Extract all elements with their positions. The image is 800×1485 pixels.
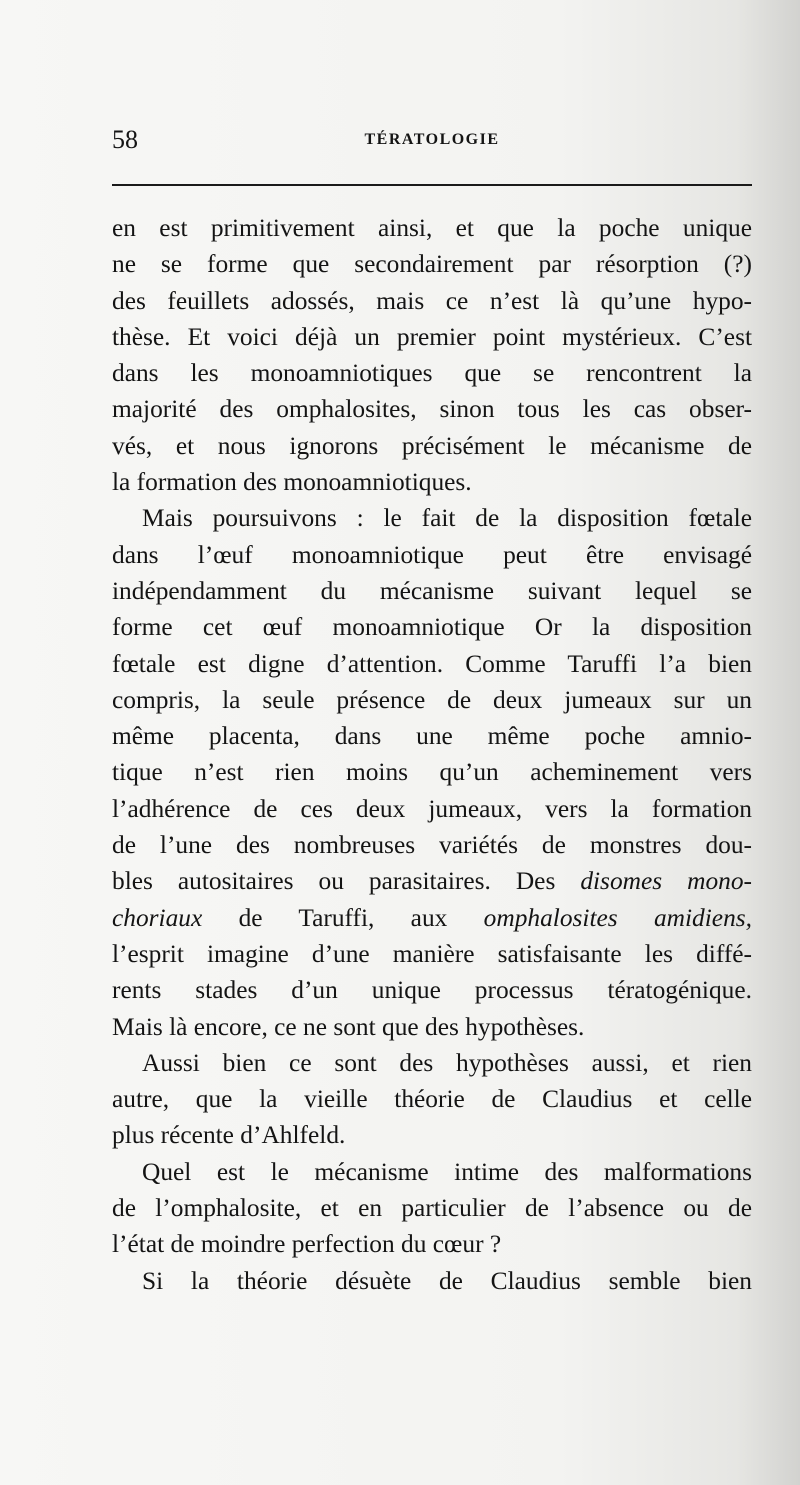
text-line: rents stades d’un unique processus tératogénique. [112, 976, 752, 1005]
text-line: Mais poursuivons : le fait de la disposition fœtale [142, 504, 752, 533]
text-line: dans l’œuf monoamniotique peut être envisagé [112, 540, 752, 569]
text-line: des feuillets adossés, mais ce n’est là qu’une hypo- [112, 286, 752, 315]
text-line: la formation des monoamniotiques. [112, 468, 472, 497]
text-line: de l’une des nombreuses variétés de monstres dou- [112, 831, 752, 860]
text-line [112, 900, 752, 936]
text-line: l’état de moindre perfection du cœur ? [112, 1230, 502, 1259]
text-line: compris, la seule présence de deux jumeaux sur un [112, 685, 752, 714]
text-line: thèse. Et voici déjà un premier point mystérieux. C’est [112, 322, 752, 351]
text-line: dans les monoamniotiques que se rencontrent la [112, 359, 752, 388]
italic-term: disomes mono- [580, 867, 752, 896]
text-line: tique n’est rien moins qu’un acheminement vers [112, 758, 752, 787]
body-text [112, 210, 752, 1299]
text-line: en est primitivement ainsi, et que la poche unique [112, 214, 752, 242]
text-line: indépendamment du mécanisme suivant lequel se [112, 576, 752, 605]
text-line: plus récente d’Ahlfeld. [112, 1121, 346, 1150]
text-line: Si la théorie désuète de Claudius semble bien [142, 1266, 752, 1295]
text-line: de l’omphalosite, et en particulier de l’absence ou de [112, 1194, 752, 1223]
page-header [112, 122, 752, 162]
text-line: l’adhérence de ces deux jumeaux, vers la formation [112, 794, 752, 823]
text-run: de Taruffi, aux [202, 903, 484, 932]
text-line: Quel est le mécanisme intime des malformations [142, 1157, 752, 1186]
text-line: majorité des omphalosites, sinon tous les cas obser- [112, 395, 752, 424]
header-rule [112, 184, 752, 186]
text-line: fœtale est digne d’attention. Comme Taruffi l’a bien [112, 649, 752, 678]
text-line: forme cet œuf monoamniotique Or la disposition [112, 613, 752, 642]
text-line: vés, et nous ignorons précisément le mécanisme de [112, 431, 752, 460]
page-number: 58 [112, 125, 138, 154]
text-line: l’esprit imagine d’une manière satisfaisante les diffé- [112, 939, 752, 968]
text-line: Aussi bien ce sont des hypothèses aussi, et rien [142, 1048, 752, 1077]
text-run: bles autositaires ou parasitaires. Des [112, 867, 581, 896]
italic-term: choriaux [112, 903, 203, 932]
text-line: autre, que la vieille théorie de Claudius et celle [112, 1085, 752, 1114]
text-line [112, 863, 752, 899]
italic-term: omphalosites amidiens, [483, 903, 752, 932]
running-head: TÉRATOLOGIE [364, 131, 500, 148]
text-line: même placenta, dans une même poche amnio- [112, 722, 752, 751]
text-line: ne se forme que secondairement par résorption (?) [112, 250, 752, 279]
text-line: Mais là encore, ce ne sont que des hypothèses. [112, 1012, 585, 1041]
